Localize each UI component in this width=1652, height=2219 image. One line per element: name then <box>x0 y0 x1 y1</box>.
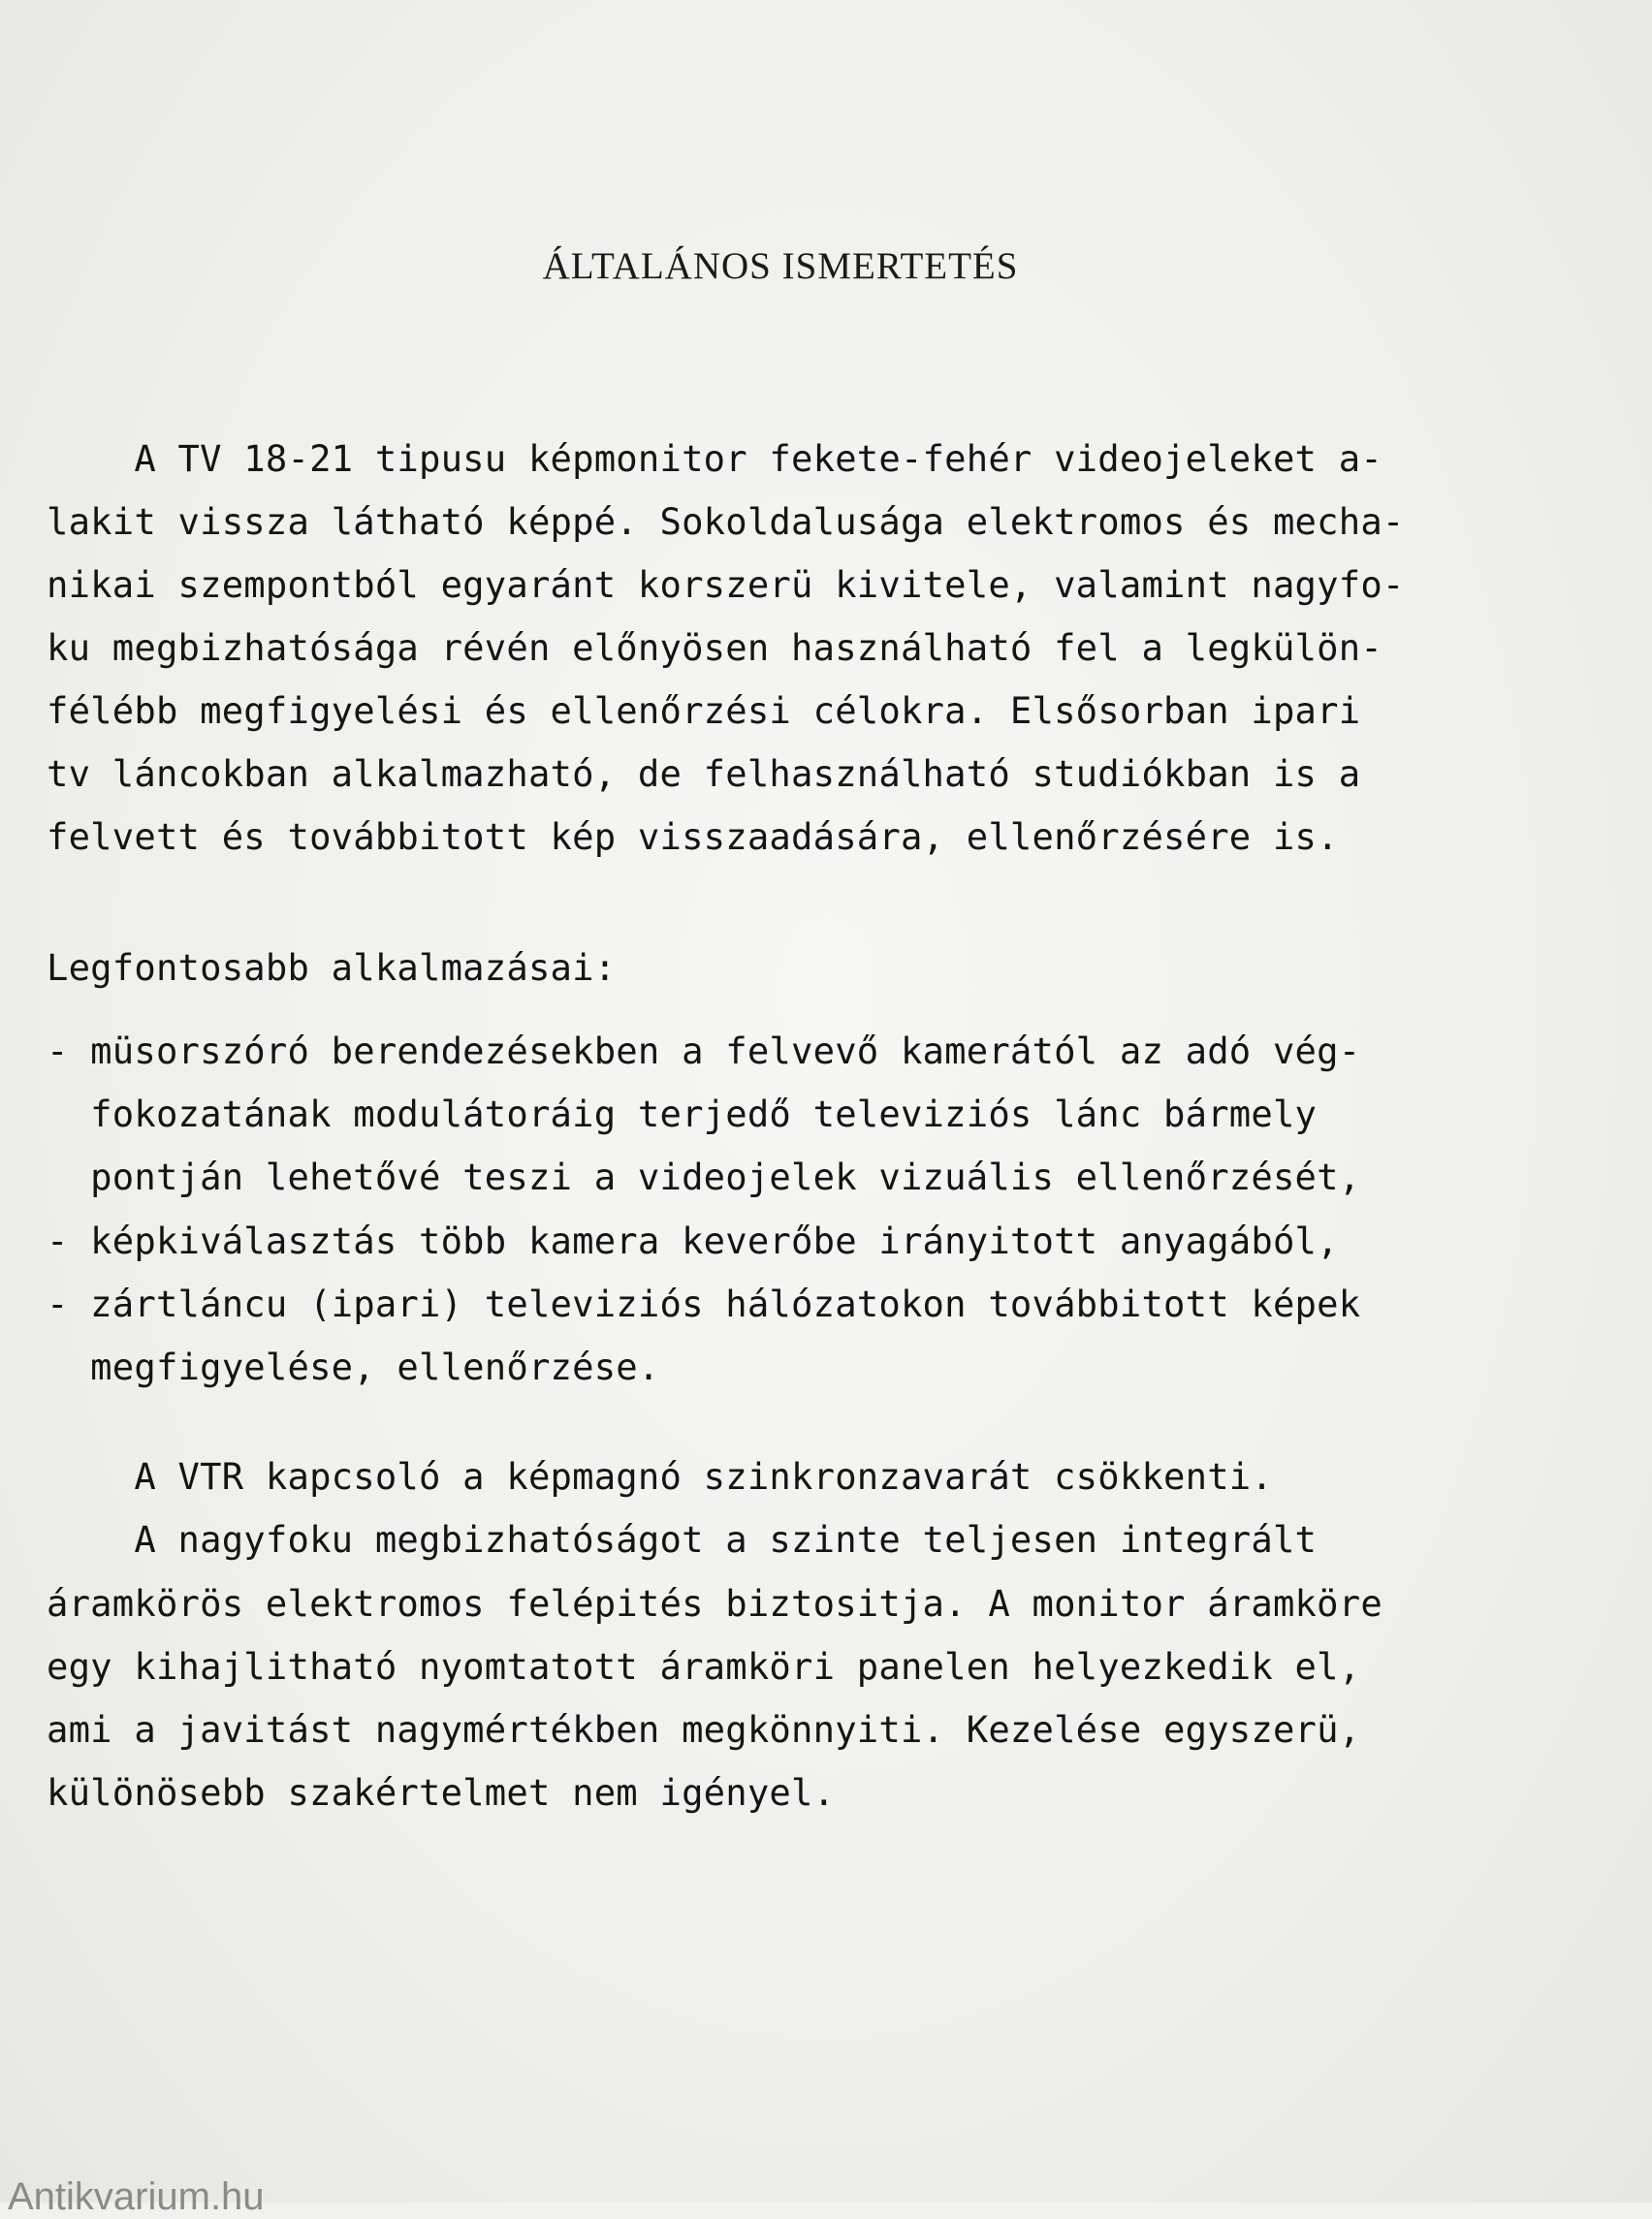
paragraph2-line-3: áramkörös elektromos felépités biztositja. A monitor áramköre <box>47 1582 1382 1625</box>
paragraph2-line-4: egy kihajlitható nyomtatott áramköri panelen helyezkedik el, <box>47 1645 1361 1688</box>
paragraph1-line-4: ku megbizhatósága révén előnyösen használható fel a legkülön- <box>47 626 1382 669</box>
uses-list-line-5: - zártláncu (ipari) televiziós hálózatokon továbbitott képek <box>47 1283 1361 1325</box>
paragraph2-line-1: A VTR kapcsoló a képmagnó szinkronzavarát csökkenti. <box>47 1455 1273 1498</box>
uses-heading: Legfontosabb alkalmazásai: <box>47 946 617 989</box>
paragraph2-line-2: A nagyfoku megbizhatóságot a szinte teljesen integrált <box>47 1518 1318 1561</box>
watermark: Antikvarium.hu <box>8 2175 265 2218</box>
paragraph1-line-1: A TV 18-21 tipusu képmonitor fekete-fehér videojeleket a- <box>47 437 1382 480</box>
page-title: ÁLTALÁNOS ISMERTETÉS <box>542 245 1019 287</box>
paragraph1-line-3: nikai szempontból egyaránt korszerü kivitele, valamint nagyfo- <box>47 563 1405 606</box>
uses-list-line-2: fokozatának modulátoráig terjedő televiziós lánc bármely <box>47 1093 1318 1135</box>
paragraph1-line-2: lakit vissza látható képpé. Sokoldalusága elektromos és mecha- <box>47 500 1405 543</box>
paragraph2-line-5: ami a javitást nagymértékben megkönnyiti. Kezelése egyszerü, <box>47 1708 1361 1751</box>
paragraph1-line-7: felvett és továbbitott kép visszaadására, ellenőrzésére is. <box>47 815 1339 858</box>
uses-list-line-4: - képkiválasztás több kamera keverőbe irányitott anyagából, <box>47 1220 1339 1262</box>
paragraph1-line-5: félébb megfigyelési és ellenőrzési célokra. Elsősorban ipari <box>47 689 1361 732</box>
uses-list-line-1: - müsorszóró berendezésekben a felvevő kamerától az adó vég- <box>47 1030 1361 1072</box>
paragraph2-line-6: különösebb szakértelmet nem igényel. <box>47 1771 836 1814</box>
paragraph1-line-6: tv láncokban alkalmazható, de felhasználható studiókban is a <box>47 752 1361 795</box>
uses-list-line-3: pontján lehetővé teszi a videojelek vizuális ellenőrzését, <box>47 1156 1361 1198</box>
uses-list-line-6: megfigyelése, ellenőrzése. <box>47 1346 660 1388</box>
